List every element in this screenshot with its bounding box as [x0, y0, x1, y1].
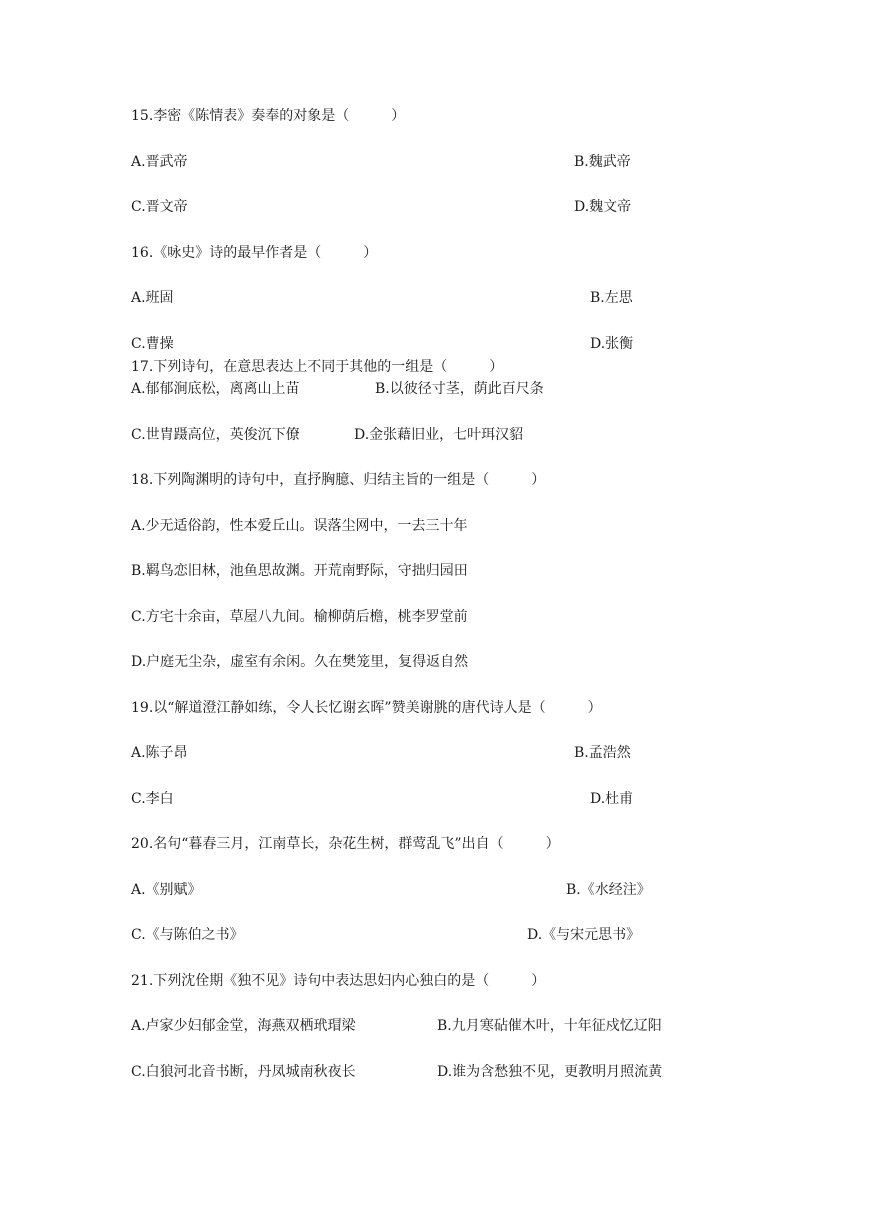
- question-21-option-b: B.九月寒砧催木叶，十年征戍忆辽阳: [437, 1018, 662, 1034]
- question-19-option-a: A.陈子昂: [131, 745, 188, 761]
- question-15-option-a: A.晋武帝: [131, 154, 188, 170]
- question-21-stem: 21.下列沈佺期《独不见》诗句中表达思妇内心独白的是（ ）: [131, 973, 546, 989]
- question-21-option-c: C.白狼河北音书断，丹凤城南秋夜长: [131, 1064, 356, 1080]
- question-19-stem: 19.以“解道澄江静如练，令人长忆谢玄晖”赞美谢朓的唐代诗人是（ ）: [131, 700, 602, 716]
- question-15-option-d: D.魏文帝: [574, 199, 632, 215]
- question-19-option-d: D.杜甫: [590, 791, 634, 807]
- question-18-option-c: C.方宅十余亩，草屋八九间。榆柳荫后檐，桃李罗堂前: [131, 609, 468, 625]
- question-20-option-d: D.《与宋元思书》: [527, 927, 641, 943]
- question-17-stem: 17.下列诗句，在意思表达上不同于其他的一组是（ ）: [131, 359, 504, 375]
- question-17-option-c: C.世胄蹑高位，英俊沉下僚: [131, 427, 300, 443]
- question-20-option-a: A.《别赋》: [131, 882, 202, 898]
- question-16-option-b: B.左思: [590, 290, 633, 306]
- question-15-option-b: B.魏武帝: [574, 154, 631, 170]
- question-16-option-a: A.班固: [131, 290, 174, 306]
- question-16-option-c: C.曹操: [131, 336, 174, 352]
- question-17-option-b: B.以彼径寸茎，荫此百尺条: [375, 381, 544, 397]
- question-18-option-a: A.少无适俗韵，性本爱丘山。误落尘网中，一去三十年: [131, 518, 468, 534]
- question-20-option-c: C.《与陈伯之书》: [131, 927, 244, 943]
- question-16-option-d: D.张衡: [590, 336, 634, 352]
- question-18-stem: 18.下列陶渊明的诗句中，直抒胸臆、归结主旨的一组是（ ）: [131, 472, 546, 488]
- question-18-option-b: B.羁鸟恋旧林，池鱼思故渊。开荒南野际，守拙归园田: [131, 563, 468, 579]
- question-21-option-d: D.谁为含愁独不见，更教明月照流黄: [437, 1064, 663, 1080]
- question-20-stem: 20.名句“暮春三月，江南草长，杂花生树，群莺乱飞”出自（ ）: [131, 836, 560, 852]
- question-17-option-d: D.金张藉旧业，七叶珥汉貂: [354, 427, 524, 443]
- question-19-option-c: C.李白: [131, 791, 174, 807]
- question-17-option-a: A.郁郁涧底松，离离山上苗: [131, 381, 300, 397]
- question-16-stem: 16.《咏史》诗的最早作者是（ ）: [131, 245, 378, 261]
- question-15-stem: 15.李密《陈情表》奏奉的对象是（ ）: [131, 108, 406, 124]
- question-21-option-a: A.卢家少妇郁金堂，海燕双栖玳瑁梁: [131, 1018, 356, 1034]
- question-20-option-b: B.《水经注》: [566, 882, 651, 898]
- question-19-option-b: B.孟浩然: [574, 745, 631, 761]
- question-15-option-c: C.晋文帝: [131, 199, 188, 215]
- question-18-option-d: D.户庭无尘杂，虚室有余闲。久在樊笼里，复得返自然: [131, 654, 469, 670]
